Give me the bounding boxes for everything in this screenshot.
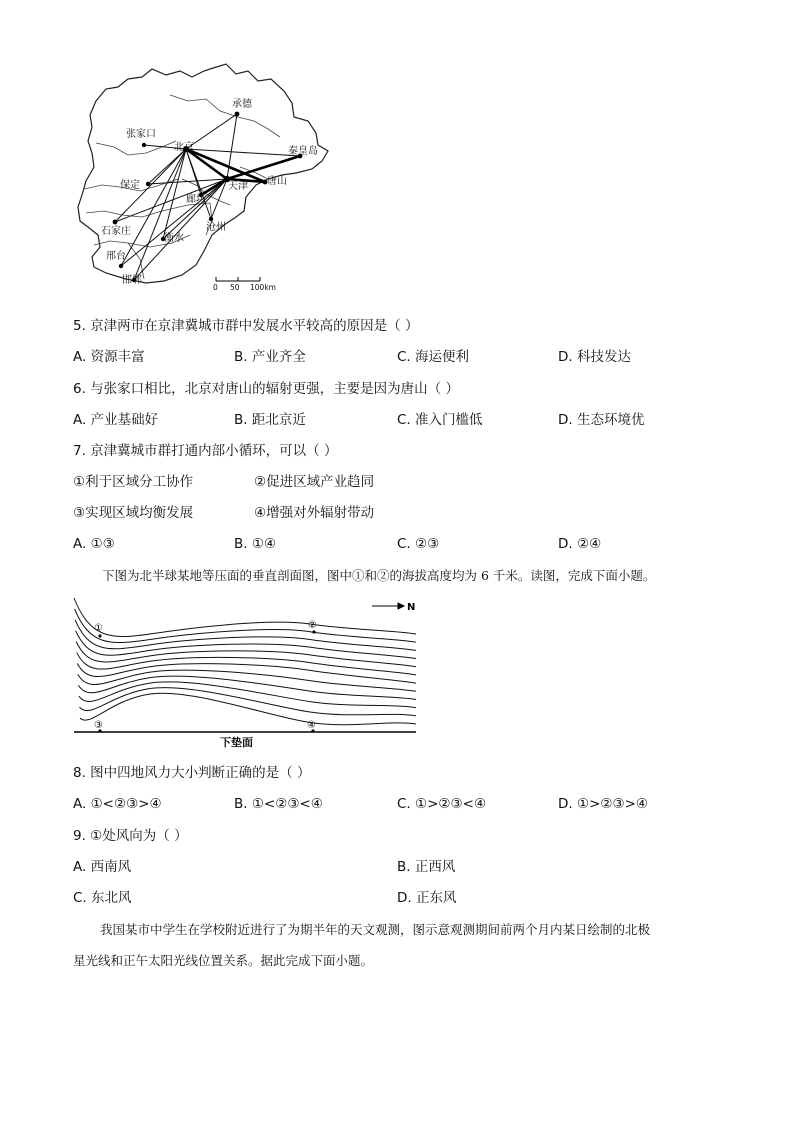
city-label-baoding: 保定 [120,180,140,191]
point-4-label: ④ [307,720,316,731]
isobar-line [80,693,416,725]
q8-option-b[interactable]: B. ①<②③<④ [234,796,323,812]
q6-option-c[interactable]: C. 准入门槛低 [397,412,483,428]
q5-option-a[interactable]: A. 资源丰富 [73,349,145,365]
isobaric-profile-figure [70,594,420,754]
isobar-line [76,631,416,659]
city-label-handan: 邯郸 [122,275,142,286]
scale-fifty: 50 [230,283,240,292]
question-9-stem: 9. ①处风向为（ ） [73,828,188,844]
q7-item-2: ②促进区域产业趋同 [254,474,375,490]
intro-astronomy-line-2: 星光线和正午太阳光线位置关系。据此完成下面小题。 [73,953,374,968]
city-label-tianjin: 天津 [228,181,248,192]
q7-option-c[interactable]: C. ②③ [397,536,440,552]
isobar-line [79,688,416,716]
question-5-stem: 5. 京津两市在京津冀城市群中发展水平较高的原因是（ ） [73,318,419,334]
q7-option-a[interactable]: A. ①③ [73,536,115,552]
north-label: N [407,602,416,613]
isobar-lines [74,598,416,725]
q9-option-a[interactable]: A. 西南风 [73,859,132,875]
q8-option-a[interactable]: A. ①<②③>④ [73,796,162,812]
q6-option-d[interactable]: D. 生态环境优 [558,412,645,428]
q9-option-c[interactable]: C. 东北风 [73,890,132,906]
scale-bar [216,277,260,281]
city-label-zhangjiakou: 张家口 [126,129,156,140]
question-8-stem: 8. 图中四地风力大小判断正确的是（ ） [73,765,311,781]
scale-hundred: 100km [250,283,276,292]
q7-item-1: ①利于区域分工协作 [73,474,194,490]
q5-option-d[interactable]: D. 科技发达 [558,349,631,365]
intro-astronomy-line-1: 我国某市中学生在学校附近进行了为期半年的天文观测，图示意观测期间前两个月内某日绘制的北极 [100,922,651,937]
q8-option-c[interactable]: C. ①>②③<④ [397,796,487,812]
q7-item-4: ④增强对外辐射带动 [254,505,375,521]
city-label-langfang: 廊坊 [186,194,206,205]
intro-pressure-profile: 下图为北半球某地等压面的垂直剖面图，图中①和②的海拔高度均为 6 千米。读图，完成下面小题。 [102,568,656,583]
q9-option-d[interactable]: D. 正东风 [397,890,457,906]
q9-option-b[interactable]: B. 正西风 [397,859,456,875]
q7-option-b[interactable]: B. ①④ [234,536,277,552]
point-3-label: ③ [94,720,103,731]
point-2-label: ② [308,620,317,631]
jingjinji-map [70,55,340,300]
question-6-stem: 6. 与张家口相比，北京对唐山的辐射更强，主要是因为唐山（ ） [73,381,459,397]
north-arrow [372,603,404,609]
city-label-qinhuangdao: 秦皇岛 [288,146,318,157]
ground-label: 下垫面 [220,736,253,749]
q6-option-a[interactable]: A. 产业基础好 [73,412,159,428]
q6-option-b[interactable]: B. 距北京近 [234,412,306,428]
city-label-xingtai: 邢台 [106,251,126,262]
point-1-label: ① [94,623,103,634]
city-label-tangshan: 唐山 [267,176,287,187]
q7-option-d[interactable]: D. ②④ [558,536,602,552]
q8-option-d[interactable]: D. ①>②③>④ [558,796,649,812]
question-7-stem: 7. 京津冀城市群打通内部小循环，可以（ ） [73,443,338,459]
city-label-chengde: 承德 [232,99,252,110]
city-label-shijiazhuang: 石家庄 [101,226,131,237]
city-label-beijing: 北京 [174,142,194,153]
isobar-line [75,620,416,651]
city-label-hengshui: 衡水 [164,233,184,244]
q5-option-b[interactable]: B. 产业齐全 [234,349,306,365]
q7-item-3: ③实现区域均衡发展 [73,505,194,521]
city-label-cangzhou: 沧州 [206,222,226,233]
isobar-line [74,598,416,637]
scale-zero: 0 [213,283,218,292]
isobar-line [79,682,416,708]
q5-option-c[interactable]: C. 海运便利 [397,349,470,365]
